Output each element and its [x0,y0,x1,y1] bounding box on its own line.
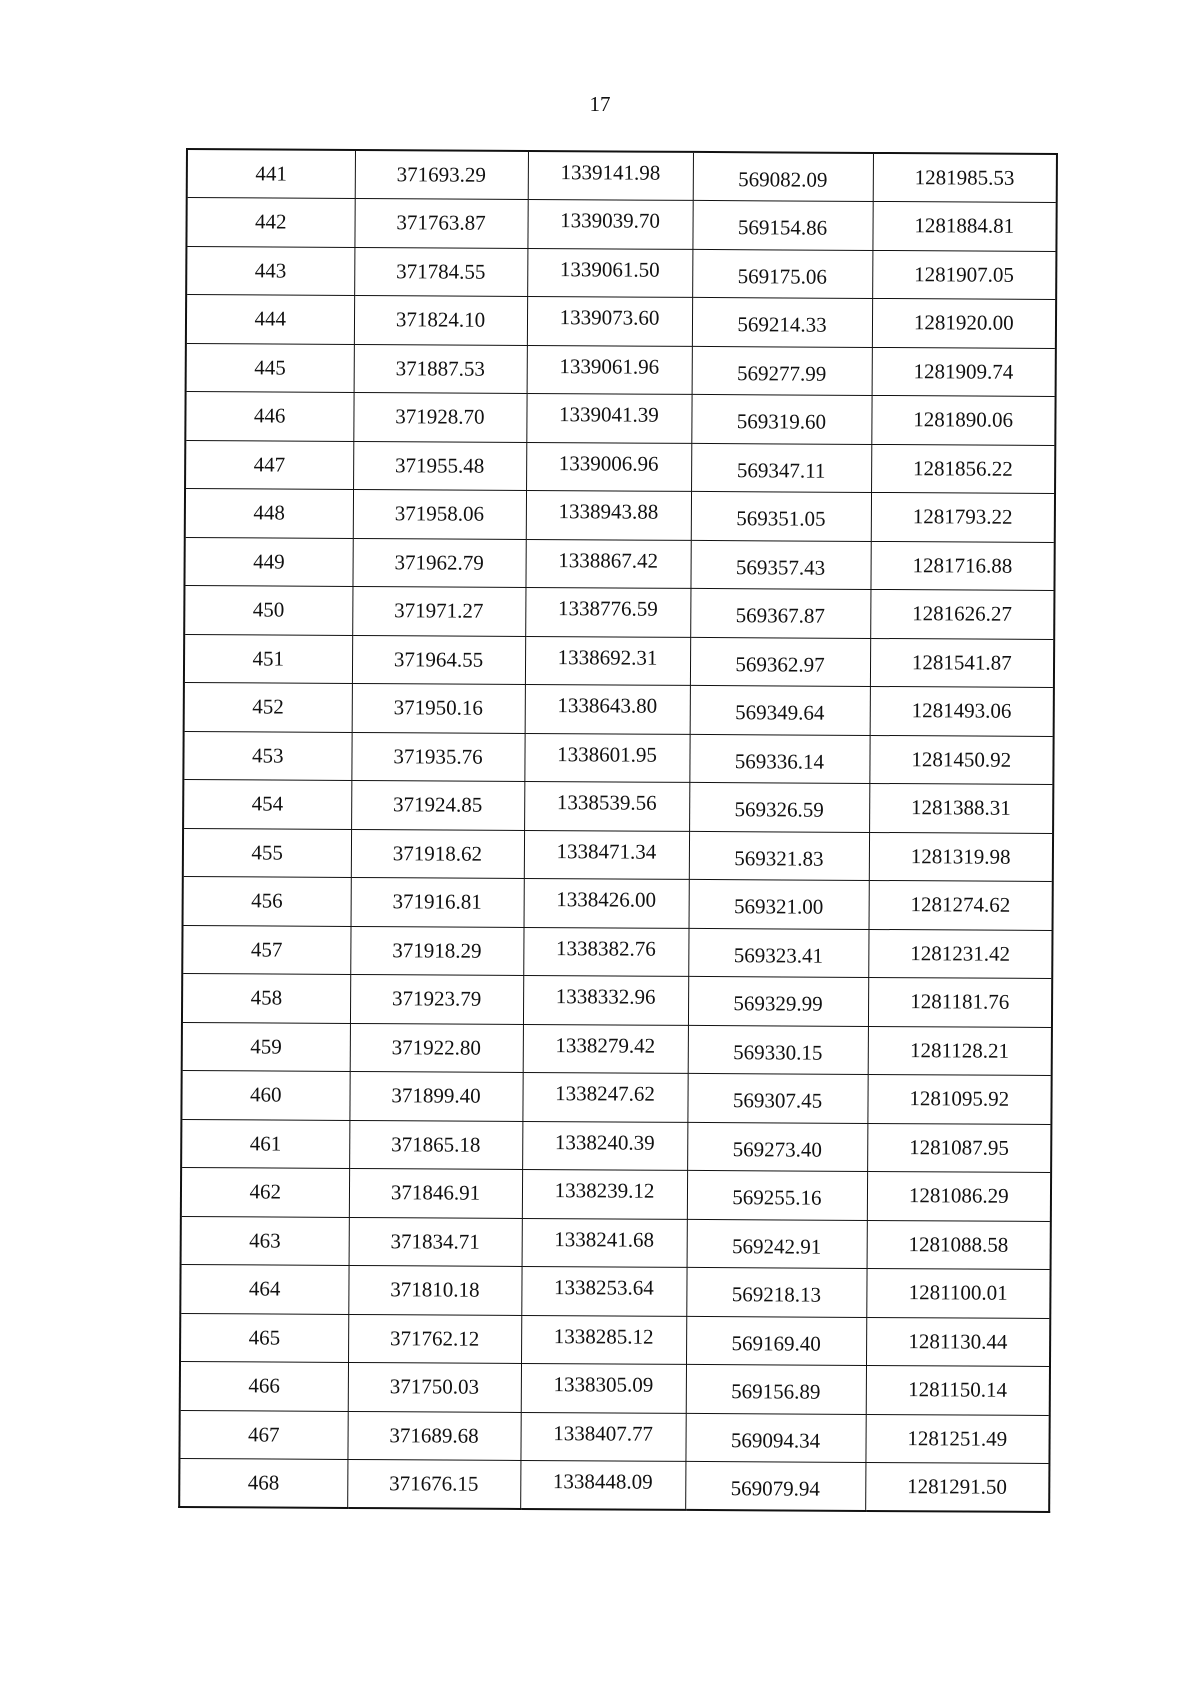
coord-a-y-cell: 1338943.88 [526,490,691,539]
coord-b-y-cell: 1281388.31 [869,783,1053,833]
table-row [182,1022,1052,1076]
coord-a-y-cell: 1339039.70 [527,199,692,248]
coord-a-x-cell: 371964.55 [352,635,525,684]
coord-b-x-cell: 569351.05 [691,491,871,541]
coord-b-x-cell: 569362.97 [690,637,870,687]
point-number-cell: 441 [187,149,355,198]
coord-b-x-cell: 569347.11 [691,443,871,493]
table-row [186,343,1056,397]
coord-b-y-cell: 1281907.05 [872,250,1056,300]
coord-a-x-cell: 371918.29 [350,926,523,975]
coord-a-y-cell: 1338279.42 [523,1024,688,1073]
coord-a-y-cell: 1338539.56 [524,781,689,830]
coord-a-y-cell: 1338448.09 [520,1460,685,1509]
coord-b-y-cell: 1281291.50 [865,1462,1049,1512]
coord-b-x-cell: 569307.45 [687,1073,867,1123]
table-row [186,198,1056,252]
coord-b-y-cell: 1281251.49 [865,1414,1049,1464]
table-row [186,295,1056,349]
point-number-cell: 462 [181,1167,349,1216]
coord-a-x-cell: 371923.79 [350,974,523,1023]
point-number-cell: 445 [186,343,354,392]
point-number-cell: 444 [186,295,354,344]
coord-a-x-cell: 371865.18 [349,1120,522,1169]
coord-b-x-cell: 569273.40 [687,1122,867,1172]
coord-a-x-cell: 371693.29 [355,150,528,199]
coord-a-x-cell: 371928.70 [353,392,526,441]
table-row [181,1216,1051,1270]
coord-a-x-cell: 371918.62 [351,829,524,878]
coord-a-y-cell: 1338305.09 [521,1363,686,1412]
coord-b-x-cell: 569357.43 [690,540,870,590]
coord-b-y-cell: 1281541.87 [870,638,1054,688]
coord-a-y-cell: 1338692.31 [525,636,690,685]
coord-b-x-cell: 569218.13 [686,1267,866,1317]
point-number-cell: 465 [180,1313,348,1362]
coord-a-x-cell: 371916.81 [351,877,524,926]
point-number-cell: 452 [184,682,352,731]
point-number-cell: 461 [181,1119,349,1168]
coord-b-y-cell: 1281626.27 [870,589,1054,639]
coordinate-table [178,148,1058,1513]
coord-a-y-cell: 1338239.12 [522,1169,687,1218]
coord-a-x-cell: 371784.55 [354,247,527,296]
coord-a-y-cell: 1339061.50 [527,248,692,297]
coord-a-y-cell: 1338241.68 [522,1218,687,1267]
table-row [181,1167,1051,1221]
table-row [179,1458,1049,1512]
coord-b-y-cell: 1281128.21 [868,1026,1052,1076]
coord-a-y-cell: 1339041.39 [526,393,691,442]
point-number-cell: 449 [184,537,352,586]
point-number-cell: 450 [184,585,352,634]
coord-b-y-cell: 1281493.06 [870,686,1054,736]
coord-a-x-cell: 371689.68 [347,1411,520,1460]
coord-a-x-cell: 371962.79 [352,538,525,587]
point-number-cell: 443 [186,246,354,295]
point-number-cell: 451 [184,634,352,683]
coord-a-x-cell: 371955.48 [353,441,526,490]
coord-a-y-cell: 1339141.98 [528,151,693,200]
table-body [179,149,1057,1512]
coord-b-x-cell: 569326.59 [689,782,869,832]
coord-a-y-cell: 1338407.77 [520,1412,685,1461]
coord-a-y-cell: 1338253.64 [521,1266,686,1315]
coord-b-y-cell: 1281793.22 [871,492,1055,542]
coord-a-y-cell: 1338285.12 [521,1315,686,1364]
coord-b-x-cell: 569367.87 [690,588,870,638]
coord-b-x-cell: 569255.16 [687,1170,867,1220]
point-number-cell: 468 [179,1458,347,1507]
coord-b-y-cell: 1281181.76 [868,977,1052,1027]
coord-b-y-cell: 1281856.22 [871,444,1055,494]
coord-a-x-cell: 371834.71 [349,1217,522,1266]
point-number-cell: 456 [183,876,351,925]
coord-b-y-cell: 1281450.92 [869,735,1053,785]
coord-b-y-cell: 1281150.14 [866,1365,1050,1415]
table-row [186,246,1056,300]
coord-b-y-cell: 1281086.29 [867,1171,1051,1221]
coord-b-x-cell: 569277.99 [692,346,872,396]
point-number-cell: 463 [181,1216,349,1265]
point-number-cell: 442 [186,198,354,247]
coord-b-x-cell: 569319.60 [691,394,871,444]
table-row [183,779,1053,833]
coord-b-y-cell: 1281890.06 [871,395,1055,445]
table-row [182,973,1052,1027]
coord-b-x-cell: 569079.94 [685,1461,865,1511]
point-number-cell: 466 [180,1361,348,1410]
coord-b-x-cell: 569242.91 [687,1219,867,1269]
point-number-cell: 457 [182,925,350,974]
coord-b-x-cell: 569175.06 [692,249,872,299]
point-number-cell: 446 [185,392,353,441]
coord-b-y-cell: 1281716.88 [870,541,1054,591]
coord-a-y-cell: 1339061.96 [527,345,692,394]
coord-b-x-cell: 569214.33 [692,297,872,347]
coord-a-x-cell: 371922.80 [350,1023,523,1072]
table-row [183,876,1053,930]
coord-a-y-cell: 1338867.42 [525,539,690,588]
coord-a-y-cell: 1338471.34 [524,830,689,879]
coord-a-y-cell: 1338643.80 [525,684,690,733]
coord-b-y-cell: 1281231.42 [868,929,1052,979]
coord-b-y-cell: 1281920.00 [872,298,1056,348]
point-number-cell: 459 [182,1022,350,1071]
coord-a-x-cell: 371971.27 [352,586,525,635]
coord-a-y-cell: 1338240.39 [522,1121,687,1170]
coord-a-y-cell: 1339073.60 [527,296,692,345]
table-row [184,682,1054,736]
table-row [184,585,1054,639]
table-row [187,149,1057,203]
coord-b-y-cell: 1281319.98 [869,832,1053,882]
coord-a-y-cell: 1338247.62 [522,1072,687,1121]
coord-b-y-cell: 1281100.01 [866,1268,1050,1318]
table-row [184,537,1054,591]
table-row [180,1361,1050,1415]
coord-b-y-cell: 1281130.44 [866,1317,1050,1367]
coord-a-x-cell: 371824.10 [354,295,527,344]
coord-b-x-cell: 569169.40 [686,1316,866,1366]
coord-a-x-cell: 371676.15 [347,1459,520,1508]
point-number-cell: 467 [179,1410,347,1459]
coord-b-x-cell: 569321.00 [689,879,869,929]
coord-b-y-cell: 1281985.53 [873,153,1057,203]
table-row [180,1313,1050,1367]
coord-a-x-cell: 371924.85 [351,780,524,829]
point-number-cell: 460 [181,1070,349,1119]
point-number-cell: 454 [183,779,351,828]
coord-a-x-cell: 371763.87 [354,198,527,247]
page-number: 17 [589,92,611,116]
coord-a-y-cell: 1338332.96 [523,975,688,1024]
coord-b-x-cell: 569330.15 [688,1025,868,1075]
table-row [180,1264,1050,1318]
coord-b-y-cell: 1281274.62 [869,880,1053,930]
coord-b-x-cell: 569094.34 [685,1413,865,1463]
coord-a-x-cell: 371887.53 [354,344,527,393]
table-row [183,731,1053,785]
coord-a-x-cell: 371950.16 [352,683,525,732]
point-number-cell: 455 [183,828,351,877]
point-number-cell: 448 [185,489,353,538]
table-row [181,1119,1051,1173]
coord-a-x-cell: 371750.03 [348,1362,521,1411]
coord-a-y-cell: 1339006.96 [526,442,691,491]
coord-b-y-cell: 1281087.95 [867,1123,1051,1173]
coord-a-x-cell: 371762.12 [348,1314,521,1363]
point-number-cell: 447 [185,440,353,489]
table-row [185,489,1055,543]
coord-a-y-cell: 1338776.59 [525,587,690,636]
coord-b-x-cell: 569329.99 [688,976,868,1026]
table-row [182,925,1052,979]
coord-b-x-cell: 569082.09 [693,152,873,202]
table-row [185,392,1055,446]
coord-b-x-cell: 569154.86 [692,200,872,250]
coord-b-x-cell: 569156.89 [686,1364,866,1414]
table-row [179,1410,1049,1464]
point-number-cell: 464 [180,1264,348,1313]
coord-a-y-cell: 1338426.00 [524,878,689,927]
coord-a-x-cell: 371935.76 [351,732,524,781]
table-row [181,1070,1051,1124]
coord-a-x-cell: 371899.40 [349,1071,522,1120]
coord-b-y-cell: 1281884.81 [872,201,1056,251]
coord-a-x-cell: 371846.91 [349,1168,522,1217]
coord-b-x-cell: 569336.14 [689,734,869,784]
coord-a-x-cell: 371810.18 [348,1265,521,1314]
table-row [185,440,1055,494]
point-number-cell: 458 [182,973,350,1022]
table-row [183,828,1053,882]
point-number-cell: 453 [183,731,351,780]
coord-a-y-cell: 1338382.76 [523,927,688,976]
coord-b-y-cell: 1281095.92 [867,1074,1051,1124]
coord-b-y-cell: 1281088.58 [867,1220,1051,1270]
coord-b-x-cell: 569321.83 [689,831,869,881]
coord-b-x-cell: 569349.64 [690,685,870,735]
coord-a-x-cell: 371958.06 [353,489,526,538]
coord-a-y-cell: 1338601.95 [524,733,689,782]
table-row [184,634,1054,688]
coord-b-x-cell: 569323.41 [688,928,868,978]
coord-b-y-cell: 1281909.74 [872,347,1056,397]
